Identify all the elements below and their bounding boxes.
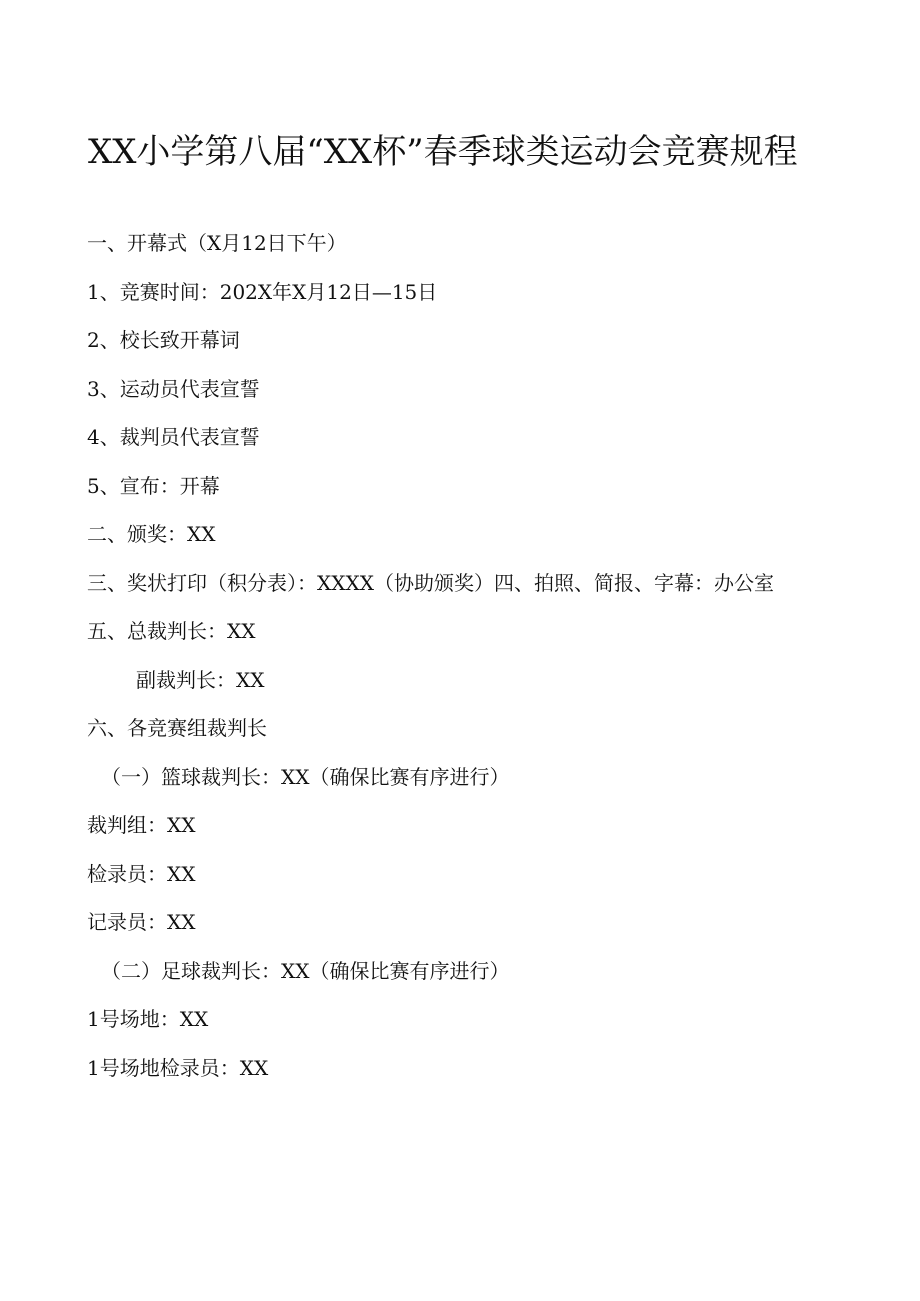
item-athlete-oath: 3、运动员代表宣誓 bbox=[87, 377, 260, 401]
item-recorder: 记录员：XX bbox=[87, 910, 196, 934]
item-field-1-check-in: 1号场地检录员：XX bbox=[87, 1056, 269, 1080]
item-announce-opening: 5、宣布：开幕 bbox=[87, 474, 220, 498]
item-deputy-chief-referee: 副裁判长：XX bbox=[136, 668, 265, 692]
item-field-1: 1号场地：XX bbox=[87, 1007, 209, 1031]
item-principal-speech: 2、校长致开幕词 bbox=[87, 328, 240, 352]
section-chief-referee: 五、总裁判长：XX bbox=[87, 619, 256, 643]
item-referee-oath: 4、裁判员代表宣誓 bbox=[87, 425, 260, 449]
item-referee-group: 裁判组：XX bbox=[87, 813, 196, 837]
section-certificate-printing: 三、奖状打印（积分表）：XXXX（协助颁奖）四、拍照、简报、字幕：办公室 bbox=[87, 571, 774, 595]
item-check-in-staff: 检录员：XX bbox=[87, 862, 196, 886]
item-competition-time: 1、竞赛时间：202X年X月12日—15日 bbox=[87, 280, 438, 304]
section-group-referees: 六、各竞赛组裁判长 bbox=[87, 716, 267, 740]
section-opening-ceremony: 一、开幕式（X月12日下午） bbox=[87, 231, 347, 255]
subsection-basketball-referee: （一）篮球裁判长：XX（确保比赛有序进行） bbox=[101, 765, 510, 789]
subsection-football-referee: （二）足球裁判长：XX（确保比赛有序进行） bbox=[101, 959, 510, 983]
section-awards: 二、颁奖：XX bbox=[87, 522, 216, 546]
document-title: XX小学第八届“XX杯”春季球类运动会竞赛规程 bbox=[88, 132, 798, 172]
